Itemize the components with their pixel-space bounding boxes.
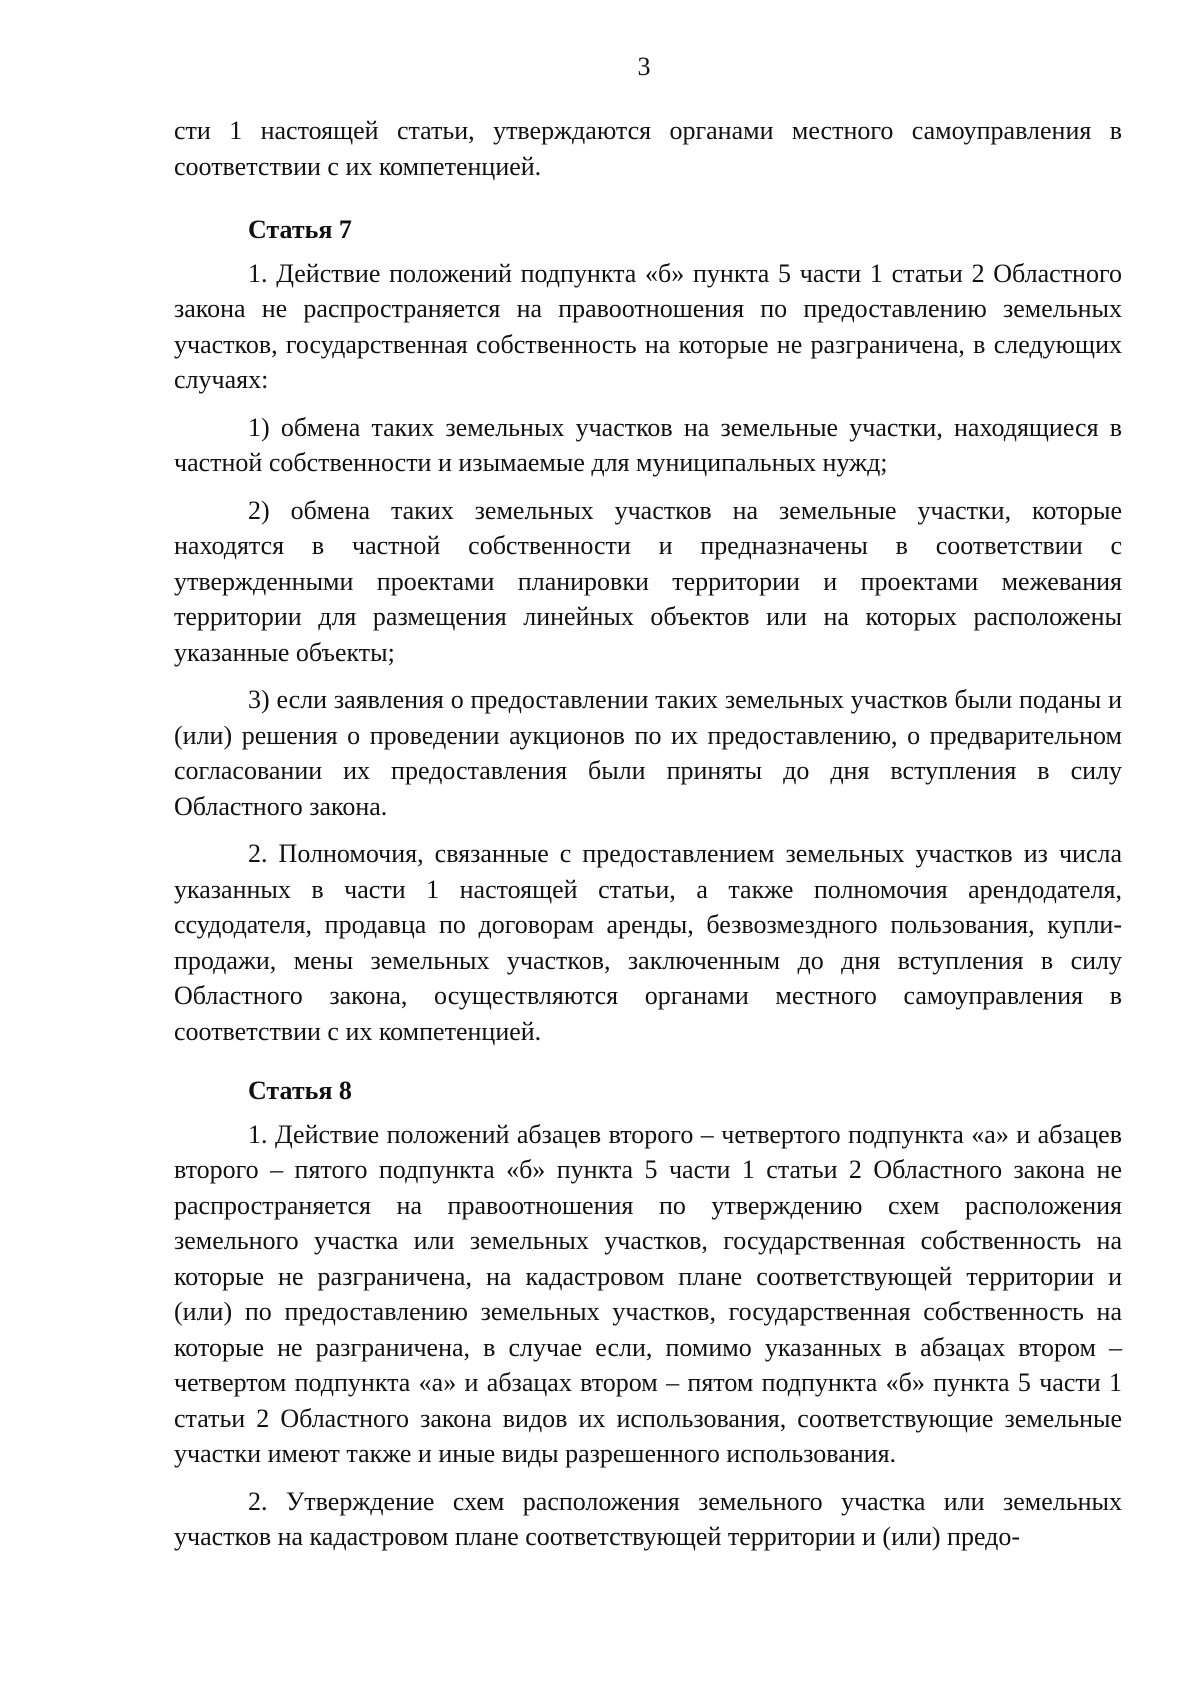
article-7-paragraph: 2. Полномочия, связанные с предоставлением земельных участков из числа указанных в части 1 настоящей статьи, а также полномочия арендодателя, ссудодателя, продавца по договорам аренды, безвозмездного пользования, купли-продажи, мены земельных участков, заключенным до дня вступления в силу Областного закона, осуществляются органами местного самоуправления в соответствии с их компетенцией. (174, 839, 1122, 1046)
article-8-paragraph: 1. Действие положений абзацев второго – четвертого подпункта «а» и абзацев второго – пятого подпункта «б» пункта 5 части 1 статьи 2 Областного закона не распространяется на правоотношения по утверждению схем расположения земельного участка или земельных участков, государственная собственность на которые не разграничена, на кадастровом плане соответствующей территории и (или) по предоставлению земельных участков, государственная собственность на которые не разграничена, в случае если, помимо указанных в абзацах втором – четвертом подпункта «а» и абзацах втором – пятом подпункта «б» пункта 5 части 1 статьи 2 Областного закона видов их использования, соответствующие земельные участки имеют также и иные виды разрешенного использования. (174, 1119, 1122, 1468)
article-7-paragraph: 3) если заявления о предоставлении таких земельных участков были поданы и (или) решения о проведении аукционов по их предоставлению, о предварительном согласовании их предоставления были приняты до дня вступления в силу Областного закона. (174, 685, 1122, 821)
article-7-paragraph: 2) обмена таких земельных участков на земельные участки, которые находятся в частной собственности и предназначены в соответствии с утвержденными проектами планировки территории и проектами межевания территории для размещения линейных объектов или на которых расположены указанные объекты; (174, 495, 1122, 667)
article-8-paragraph: 2. Утверждение схем расположения земельного участка или земельных участков на кадастровом плане соответствующей территории и (или) предо- (174, 1486, 1122, 1551)
page-number: 3 (637, 52, 651, 81)
lead-paragraph: сти 1 настоящей статьи, утверждаются органами местного самоуправления в соответствии с их компетенцией. (174, 116, 1122, 181)
document-body (174, 113, 1122, 1567)
article-8-heading: Статья 8 (248, 1076, 352, 1105)
article-7-heading: Статья 7 (248, 215, 352, 244)
article-7-paragraph: 1. Действие положений подпункта «б» пункта 5 части 1 статьи 2 Областного закона не распространяется на правоотношения по предоставлению земельных участков, государственная собственность на которые не разграничена, в следующих случаях: (174, 258, 1122, 394)
article-7-paragraph: 1) обмена таких земельных участков на земельные участки, находящиеся в частной собственности и изымаемые для муниципальных нужд; (174, 412, 1122, 477)
